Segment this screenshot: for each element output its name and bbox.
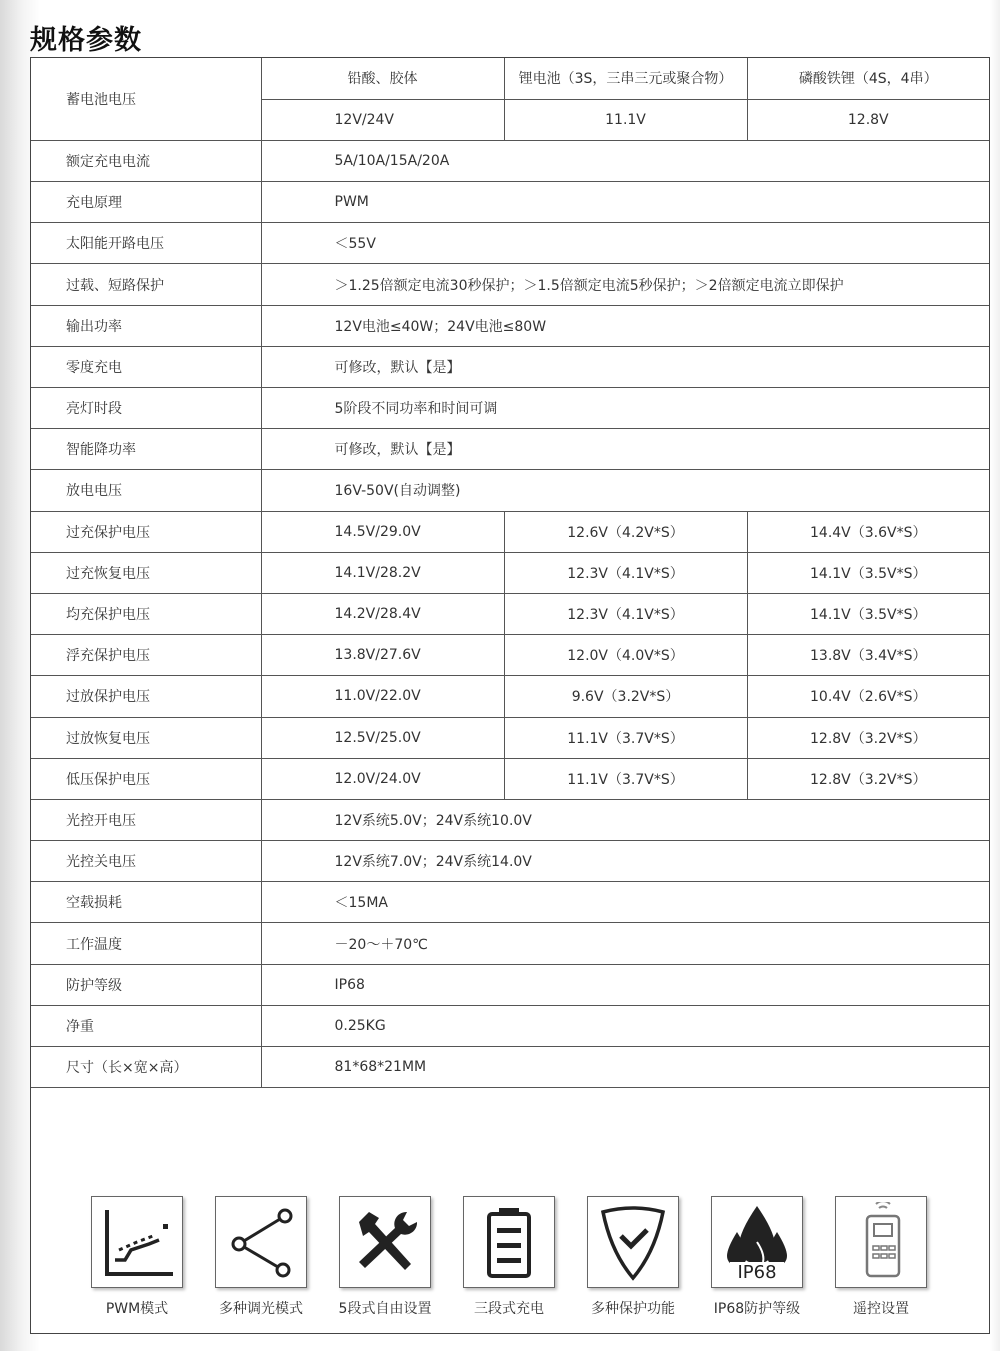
spec-row xyxy=(31,1047,989,1088)
spec-value: 14.1V/28.2V xyxy=(261,552,504,593)
spec-row xyxy=(31,552,989,593)
spec-row xyxy=(31,964,989,1005)
feature-battery xyxy=(454,1196,564,1318)
battery-voltage-lead-acid: 12V/24V xyxy=(261,99,504,140)
spec-label: 过载、短路保护 xyxy=(31,264,261,305)
spec-value: 11.0V/22.0V xyxy=(261,676,504,717)
spec-value: 12.0V/24.0V xyxy=(261,758,504,799)
spec-value: 12V系统5.0V；24V系统10.0V xyxy=(261,799,989,840)
spec-label: 光控关电压 xyxy=(31,841,261,882)
spec-value: 16V-50V(自动调整) xyxy=(261,470,989,511)
spec-value: 12.8V（3.2V*S） xyxy=(747,717,989,758)
spec-label: 空载损耗 xyxy=(31,882,261,923)
spec-value: 12.6V（4.2V*S） xyxy=(504,511,747,552)
spec-value: 12.3V（4.1V*S） xyxy=(504,593,747,634)
spec-row xyxy=(31,799,989,840)
spec-label: 输出功率 xyxy=(31,305,261,346)
spec-value: 9.6V（3.2V*S） xyxy=(504,676,747,717)
spec-row xyxy=(31,264,989,305)
spec-row xyxy=(31,470,989,511)
spec-label: 零度充电 xyxy=(31,346,261,387)
spec-row xyxy=(31,841,989,882)
battery-type-lead-acid: 铅酸、胶体 xyxy=(261,58,504,99)
spec-label: 浮充保护电压 xyxy=(31,635,261,676)
spec-value: 0.25KG xyxy=(261,1005,989,1046)
spec-value: 12.8V（3.2V*S） xyxy=(747,758,989,799)
feature-ip68 xyxy=(702,1196,812,1318)
spec-value: IP68 xyxy=(261,964,989,1005)
spec-row xyxy=(31,635,989,676)
spec-row xyxy=(31,1005,989,1046)
ip68-badge-text: IP68 xyxy=(730,1262,784,1283)
spec-label: 光控开电压 xyxy=(31,799,261,840)
spec-label: 防护等级 xyxy=(31,964,261,1005)
spec-value: 14.4V（3.6V*S） xyxy=(747,511,989,552)
spec-row xyxy=(31,923,989,964)
battery-voltage-label: 蓄电池电压 xyxy=(31,58,261,140)
dimming-nodes-icon xyxy=(215,1196,307,1288)
water-drops-icon xyxy=(711,1196,803,1288)
spec-label: 净重 xyxy=(31,1005,261,1046)
spec-value: 13.8V（3.4V*S） xyxy=(747,635,989,676)
spec-row xyxy=(31,676,989,717)
feature-protection xyxy=(578,1196,688,1318)
spec-label: 放电电压 xyxy=(31,470,261,511)
feature-tools xyxy=(330,1196,440,1318)
spec-value: 14.2V/28.4V xyxy=(261,593,504,634)
feature-dimming xyxy=(206,1196,316,1318)
battery-type-lifepo4: 磷酸铁锂（4S，4串） xyxy=(747,58,989,99)
battery-type-row xyxy=(31,58,989,99)
spec-value: 81*68*21MM xyxy=(261,1047,989,1088)
spec-value: 11.1V（3.7V*S） xyxy=(504,758,747,799)
spec-row xyxy=(31,223,989,264)
spec-value: PWM xyxy=(261,182,989,223)
pwm-chart-icon xyxy=(91,1196,183,1288)
spec-value: 5A/10A/15A/20A xyxy=(261,140,989,181)
spec-value: 12.5V/25.0V xyxy=(261,717,504,758)
spec-label: 尺寸（长×宽×高） xyxy=(31,1047,261,1088)
tools-icon xyxy=(339,1196,431,1288)
battery-voltage-lifepo4: 12.8V xyxy=(747,99,989,140)
spec-value: ＜15MA xyxy=(261,882,989,923)
spec-table xyxy=(31,58,989,1088)
feature-label: 多种调光模式 xyxy=(219,1301,303,1317)
spec-row xyxy=(31,511,989,552)
spec-value: 14.1V（3.5V*S） xyxy=(747,593,989,634)
spec-row xyxy=(31,346,989,387)
spec-value: 12.0V（4.0V*S） xyxy=(504,635,747,676)
spec-label: 均充保护电压 xyxy=(31,593,261,634)
battery-voltage-lithium: 11.1V xyxy=(504,99,747,140)
spec-value: 12V系统7.0V；24V系统14.0V xyxy=(261,841,989,882)
spec-label: 额定充电电流 xyxy=(31,140,261,181)
feature-remote xyxy=(826,1196,936,1318)
page-title: 规格参数 xyxy=(30,25,142,56)
spec-row xyxy=(31,593,989,634)
spec-frame xyxy=(30,57,990,1334)
spec-label: 过充保护电压 xyxy=(31,511,261,552)
spec-value: 13.8V/27.6V xyxy=(261,635,504,676)
spec-row xyxy=(31,882,989,923)
spec-value: 10.4V（2.6V*S） xyxy=(747,676,989,717)
feature-label: PWM模式 xyxy=(105,1301,169,1317)
spec-label: 低压保护电压 xyxy=(31,758,261,799)
feature-pwm xyxy=(82,1196,192,1318)
spec-label: 过充恢复电压 xyxy=(31,552,261,593)
spec-value: 14.5V/29.0V xyxy=(261,511,504,552)
spec-value: 11.1V（3.7V*S） xyxy=(504,717,747,758)
spec-value: ＜55V xyxy=(261,223,989,264)
spec-row xyxy=(31,388,989,429)
spec-row xyxy=(31,140,989,181)
feature-label: 三段式充电 xyxy=(474,1301,544,1317)
feature-label: 5段式自由设置 xyxy=(338,1301,432,1317)
shield-check-icon xyxy=(587,1196,679,1288)
feature-label: IP68防护等级 xyxy=(713,1301,801,1317)
spec-label: 太阳能开路电压 xyxy=(31,223,261,264)
battery-type-lithium: 锂电池（3S，三串三元或聚合物） xyxy=(504,58,747,99)
spec-label: 亮灯时段 xyxy=(31,388,261,429)
spec-value: 5阶段不同功率和时间可调 xyxy=(261,388,989,429)
spec-row xyxy=(31,182,989,223)
spec-label: 工作温度 xyxy=(31,923,261,964)
feature-label: 多种保护功能 xyxy=(591,1301,675,1317)
spec-row xyxy=(31,305,989,346)
spec-value: 14.1V（3.5V*S） xyxy=(747,552,989,593)
spec-row xyxy=(31,758,989,799)
spec-row xyxy=(31,429,989,470)
spec-value: 12V电池≤40W；24V电池≤80W xyxy=(261,305,989,346)
feature-label: 遥控设置 xyxy=(853,1301,909,1317)
battery-icon xyxy=(463,1196,555,1288)
spec-row xyxy=(31,717,989,758)
remote-control-icon xyxy=(835,1196,927,1288)
spec-value: －20～＋70℃ xyxy=(261,923,989,964)
spec-value: 可修改，默认【是】 xyxy=(261,429,989,470)
feature-icons xyxy=(31,1196,989,1316)
spec-label: 过放恢复电压 xyxy=(31,717,261,758)
spec-label: 充电原理 xyxy=(31,182,261,223)
spec-value: 12.3V（4.1V*S） xyxy=(504,552,747,593)
spec-label: 智能降功率 xyxy=(31,429,261,470)
spec-label: 过放保护电压 xyxy=(31,676,261,717)
spec-value: 可修改，默认【是】 xyxy=(261,346,989,387)
spec-value: ＞1.25倍额定电流30秒保护；＞1.5倍额定电流5秒保护；＞2倍额定电流立即保护 xyxy=(261,264,989,305)
